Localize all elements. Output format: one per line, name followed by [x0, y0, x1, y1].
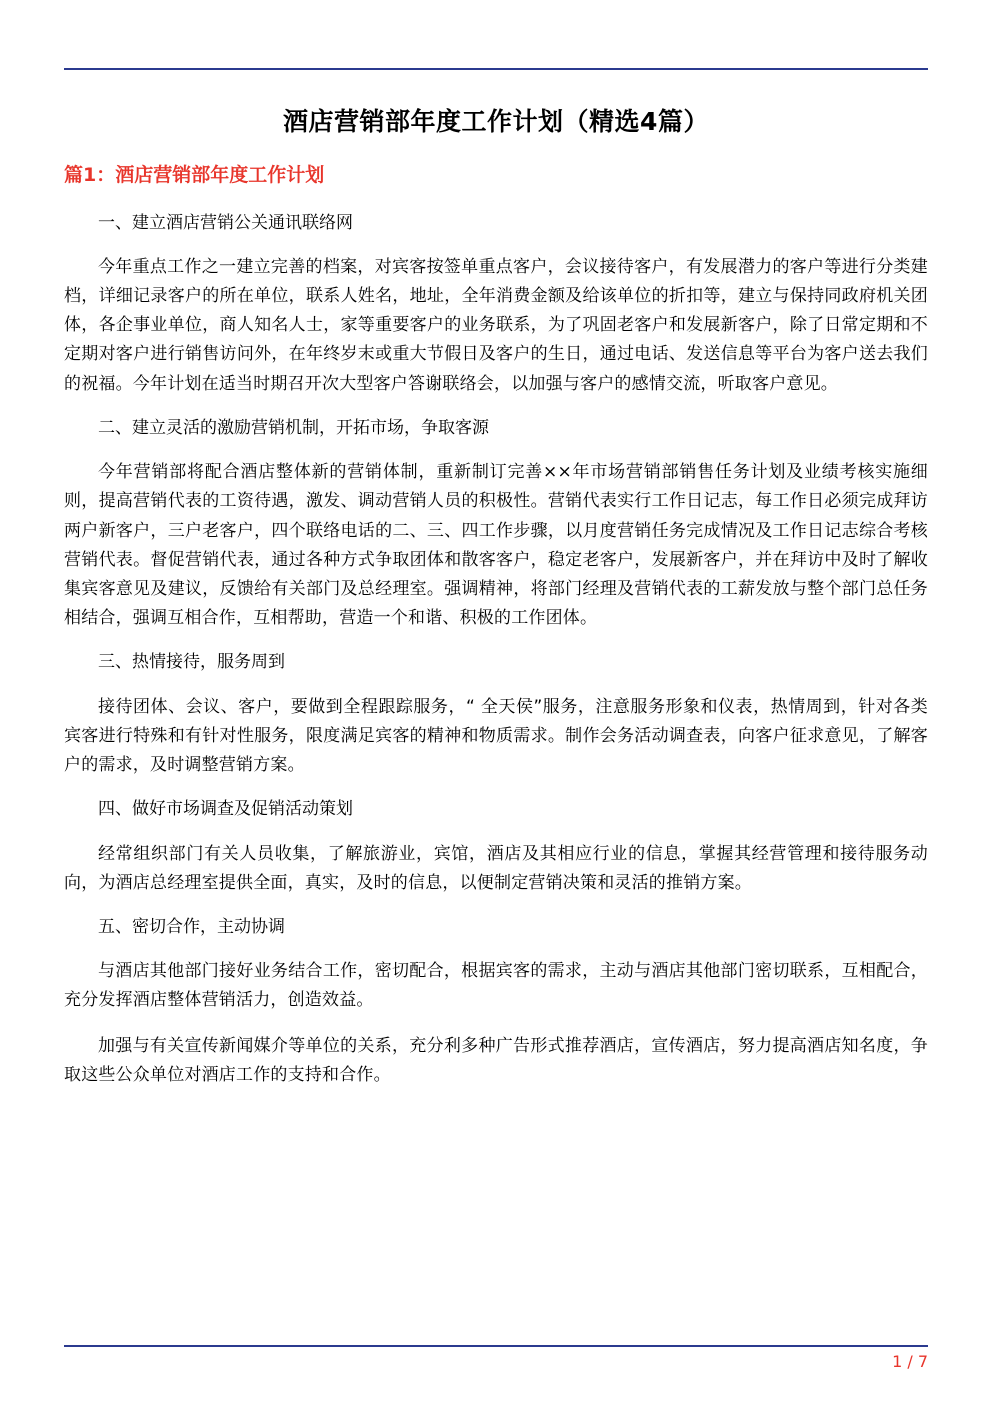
- paragraph: 今年重点工作之一建立完善的档案，对宾客按签单重点客户，会议接待客户，有发展潜力的客户等进行分类建档，详细记录客户的所在单位，联系人姓名，地址，全年消费金额及给该单位的折扣等，建立与保持同政府机关团体，各企事业单位，商人知名人士，家等重要客户的业务联系，为了巩固老客户和发展新客户，除了日常定期和不定期对客户进行销售访问外，在年终岁末或重大节假日及客户的生日，通过电话、发送信息等平台为客户送去我们的祝福。今年计划在适当时期召开次大型客户答谢联络会，以加强与客户的感情交流，听取客户意见。: [64, 256, 928, 394]
- page-title: 酒店营销部年度工作计划（精选4篇）: [283, 107, 709, 136]
- header-divider: [64, 68, 928, 70]
- page-content: [64, 104, 928, 1106]
- paragraph: 今年营销部将配合酒店整体新的营销体制，重新制订完善××年市场营销部销售任务计划及业绩考核实施细则，提高营销代表的工资待遇，激发、调动营销人员的积极性。营销代表实行工作日记志，每工作日必须完成拜访两户新客户，三户老客户，四个联络电话的二、三、四工作步骤，以月度营销任务完成情况及工作日记志综合考核营销代表。督促营销代表，通过各种方式争取团体和散客客户，稳定老客户，发展新客户，并在拜访中及时了解收集宾客意见及建议，反馈给有关部门及总经理室。强调精神，将部门经理及营销代表的工薪发放与整个部门总任务相结合，强调互相合作，互相帮助，营造一个和谐、积极的工作团体。: [64, 462, 928, 629]
- footer-divider: [64, 1345, 928, 1347]
- sub-heading: 三、热情接待，服务周到: [98, 652, 285, 673]
- paragraph: 接待团体、会议、客户，要做到全程跟踪服务，“ 全天侯”服务，注意服务形象和仪表，热情周到，针对各类宾客进行特殊和有针对性服务，限度满足宾客的精神和物质需求。制作会务活动调查表，向客户征求意见，了解客户的需求，及时调整营销方案。: [64, 696, 928, 776]
- paragraph: 与酒店其他部门接好业务结合工作，密切配合，根据宾客的需求，主动与酒店其他部门密切联系，互相配合，充分发挥酒店整体营销活力，创造效益。: [64, 961, 928, 1011]
- paragraph: 经常组织部门有关人员收集，了解旅游业，宾馆，酒店及其相应行业的信息，掌握其经营管理和接待服务动向，为酒店总经理室提供全面，真实，及时的信息，以便制定营销决策和灵活的推销方案。: [64, 843, 928, 893]
- section-heading: 篇1：酒店营销部年度工作计划: [64, 164, 325, 186]
- sub-heading: 一、建立酒店营销公关通讯联络网: [98, 212, 353, 233]
- page-number: 1 / 7: [892, 1352, 928, 1371]
- paragraph: 加强与有关宣传新闻媒介等单位的关系，充分利多种广告形式推荐酒店，宣传酒店，努力提高酒店知名度，争取这些公众单位对酒店工作的支持和合作。: [64, 1035, 928, 1085]
- sub-heading: 五、密切合作，主动协调: [98, 917, 285, 937]
- sub-heading: 二、建立灵活的激励营销机制，开拓市场，争取客源: [98, 417, 489, 438]
- sub-heading: 四、做好市场调查及促销活动策划: [98, 799, 353, 820]
